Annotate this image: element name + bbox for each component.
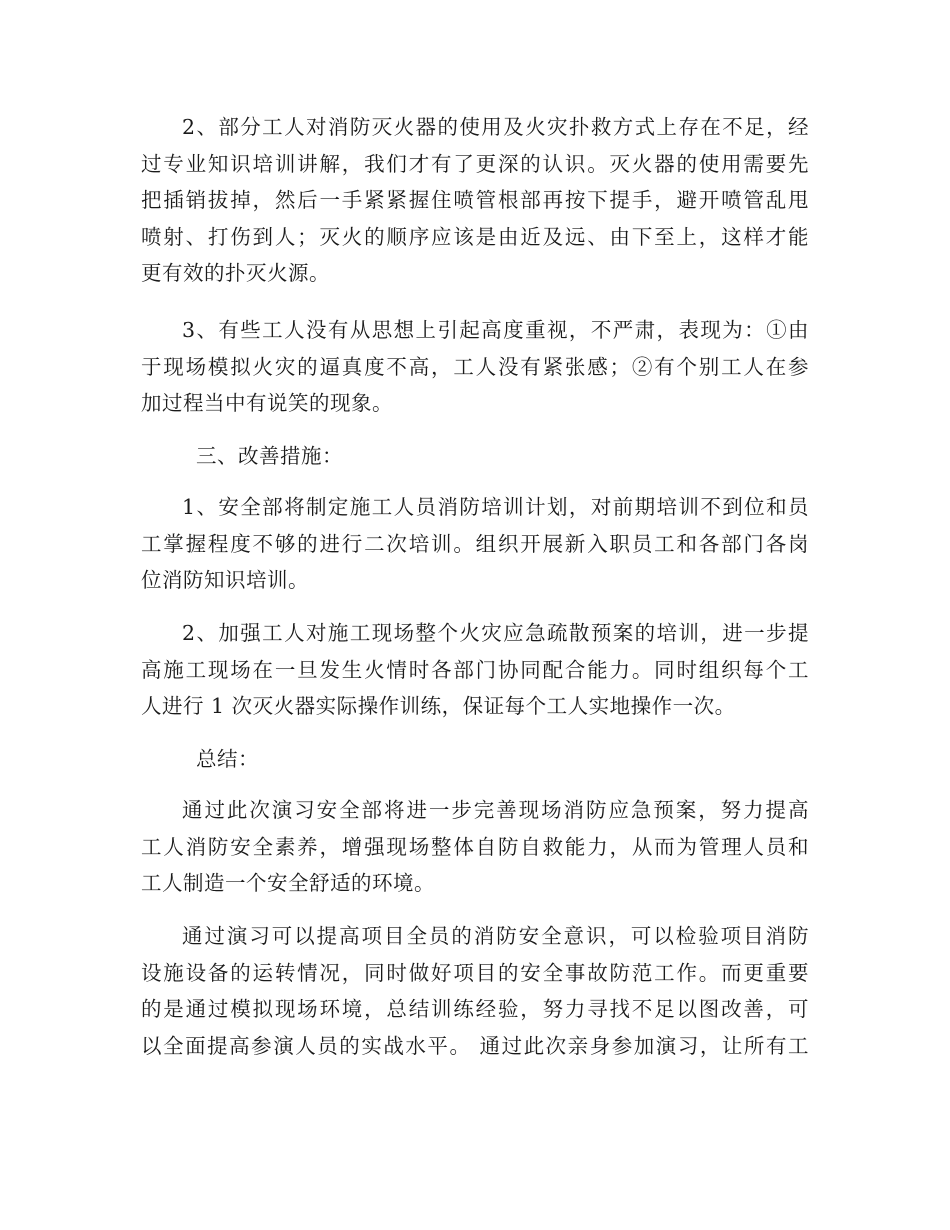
paragraph-line: 位消防知识培训。 (141, 568, 309, 592)
paragraph-line: 人进行 1 次灭火器实际操作训练，保证每个工人实地操作一次。 (141, 694, 736, 718)
paragraph-line: 过专业知识培训讲解，我们才有了更深的认识。灭火器的使用需要先 (141, 151, 809, 176)
paragraph-training-plan (141, 489, 809, 599)
paragraph-line: 工掌握程度不够的进行二次培训。组织开展新入职员工和各部门各岗 (141, 531, 809, 556)
paragraph-evacuation-training (141, 615, 809, 725)
paragraph-fire-extinguisher-usage (141, 109, 809, 292)
section-heading-improvements (141, 438, 809, 475)
paragraph-line: 工人制造一个安全舒适的环境。 (141, 871, 435, 895)
paragraph-line: 通过演习可以提高项目全员的消防安全意识，可以检验项目消防 (182, 924, 809, 948)
paragraph-line: 3、有些工人没有从思想上引起高度重视，不严肃，表现为：①由 (182, 318, 809, 342)
paragraph-line: 把插销拔掉，然后一手紧紧握住喷管根部再按下提手，避开喷管乱甩 (141, 188, 809, 212)
paragraph-drill-benefits (141, 918, 809, 1064)
paragraph-summary-plan (141, 792, 809, 902)
section-heading: 总结： (196, 747, 259, 771)
paragraph-worker-attitude (141, 312, 809, 422)
paragraph-line: 的是通过模拟现场环境，总结训练经验，努力寻找不足以图改善，可 (141, 997, 809, 1021)
paragraph-line: 2、加强工人对施工现场整个火灾应急疏散预案的培训，进一步提 (182, 621, 809, 645)
section-heading-summary (141, 741, 809, 778)
paragraph-line: 2、部分工人对消防灭火器的使用及火灾扑救方式上存在不足，经 (182, 115, 809, 139)
paragraph-line: 高施工现场在一旦发生火情时各部门协同配合能力。同时组织每个工 (141, 657, 809, 682)
paragraph-line: 工人消防安全素养，增强现场整体自防自救能力，从而为管理人员和 (141, 834, 809, 859)
paragraph-line: 设施设备的运转情况，同时做好项目的安全事故防范工作。而更重要 (141, 960, 809, 985)
paragraph-line: 加过程当中有说笑的现象。 (141, 391, 393, 415)
paragraph-line: 以全面提高参演人员的实战水平。 通过此次亲身参加演习，让所有工 (141, 1033, 809, 1058)
paragraph-line: 更有效的扑灭火源。 (141, 261, 330, 285)
paragraph-line: 喷射、打伤到人；灭火的顺序应该是由近及远、由下至上，这样才能 (141, 224, 809, 249)
paragraph-line: 于现场模拟火灾的逼真度不高，工人没有紧张感；②有个别工人在参 (141, 354, 809, 379)
section-heading: 三、改善措施： (196, 444, 343, 468)
paragraph-line: 1、安全部将制定施工人员消防培训计划，对前期培训不到位和员 (182, 495, 809, 519)
paragraph-line: 通过此次演习安全部将进一步完善现场消防应急预案，努力提高 (182, 798, 809, 822)
